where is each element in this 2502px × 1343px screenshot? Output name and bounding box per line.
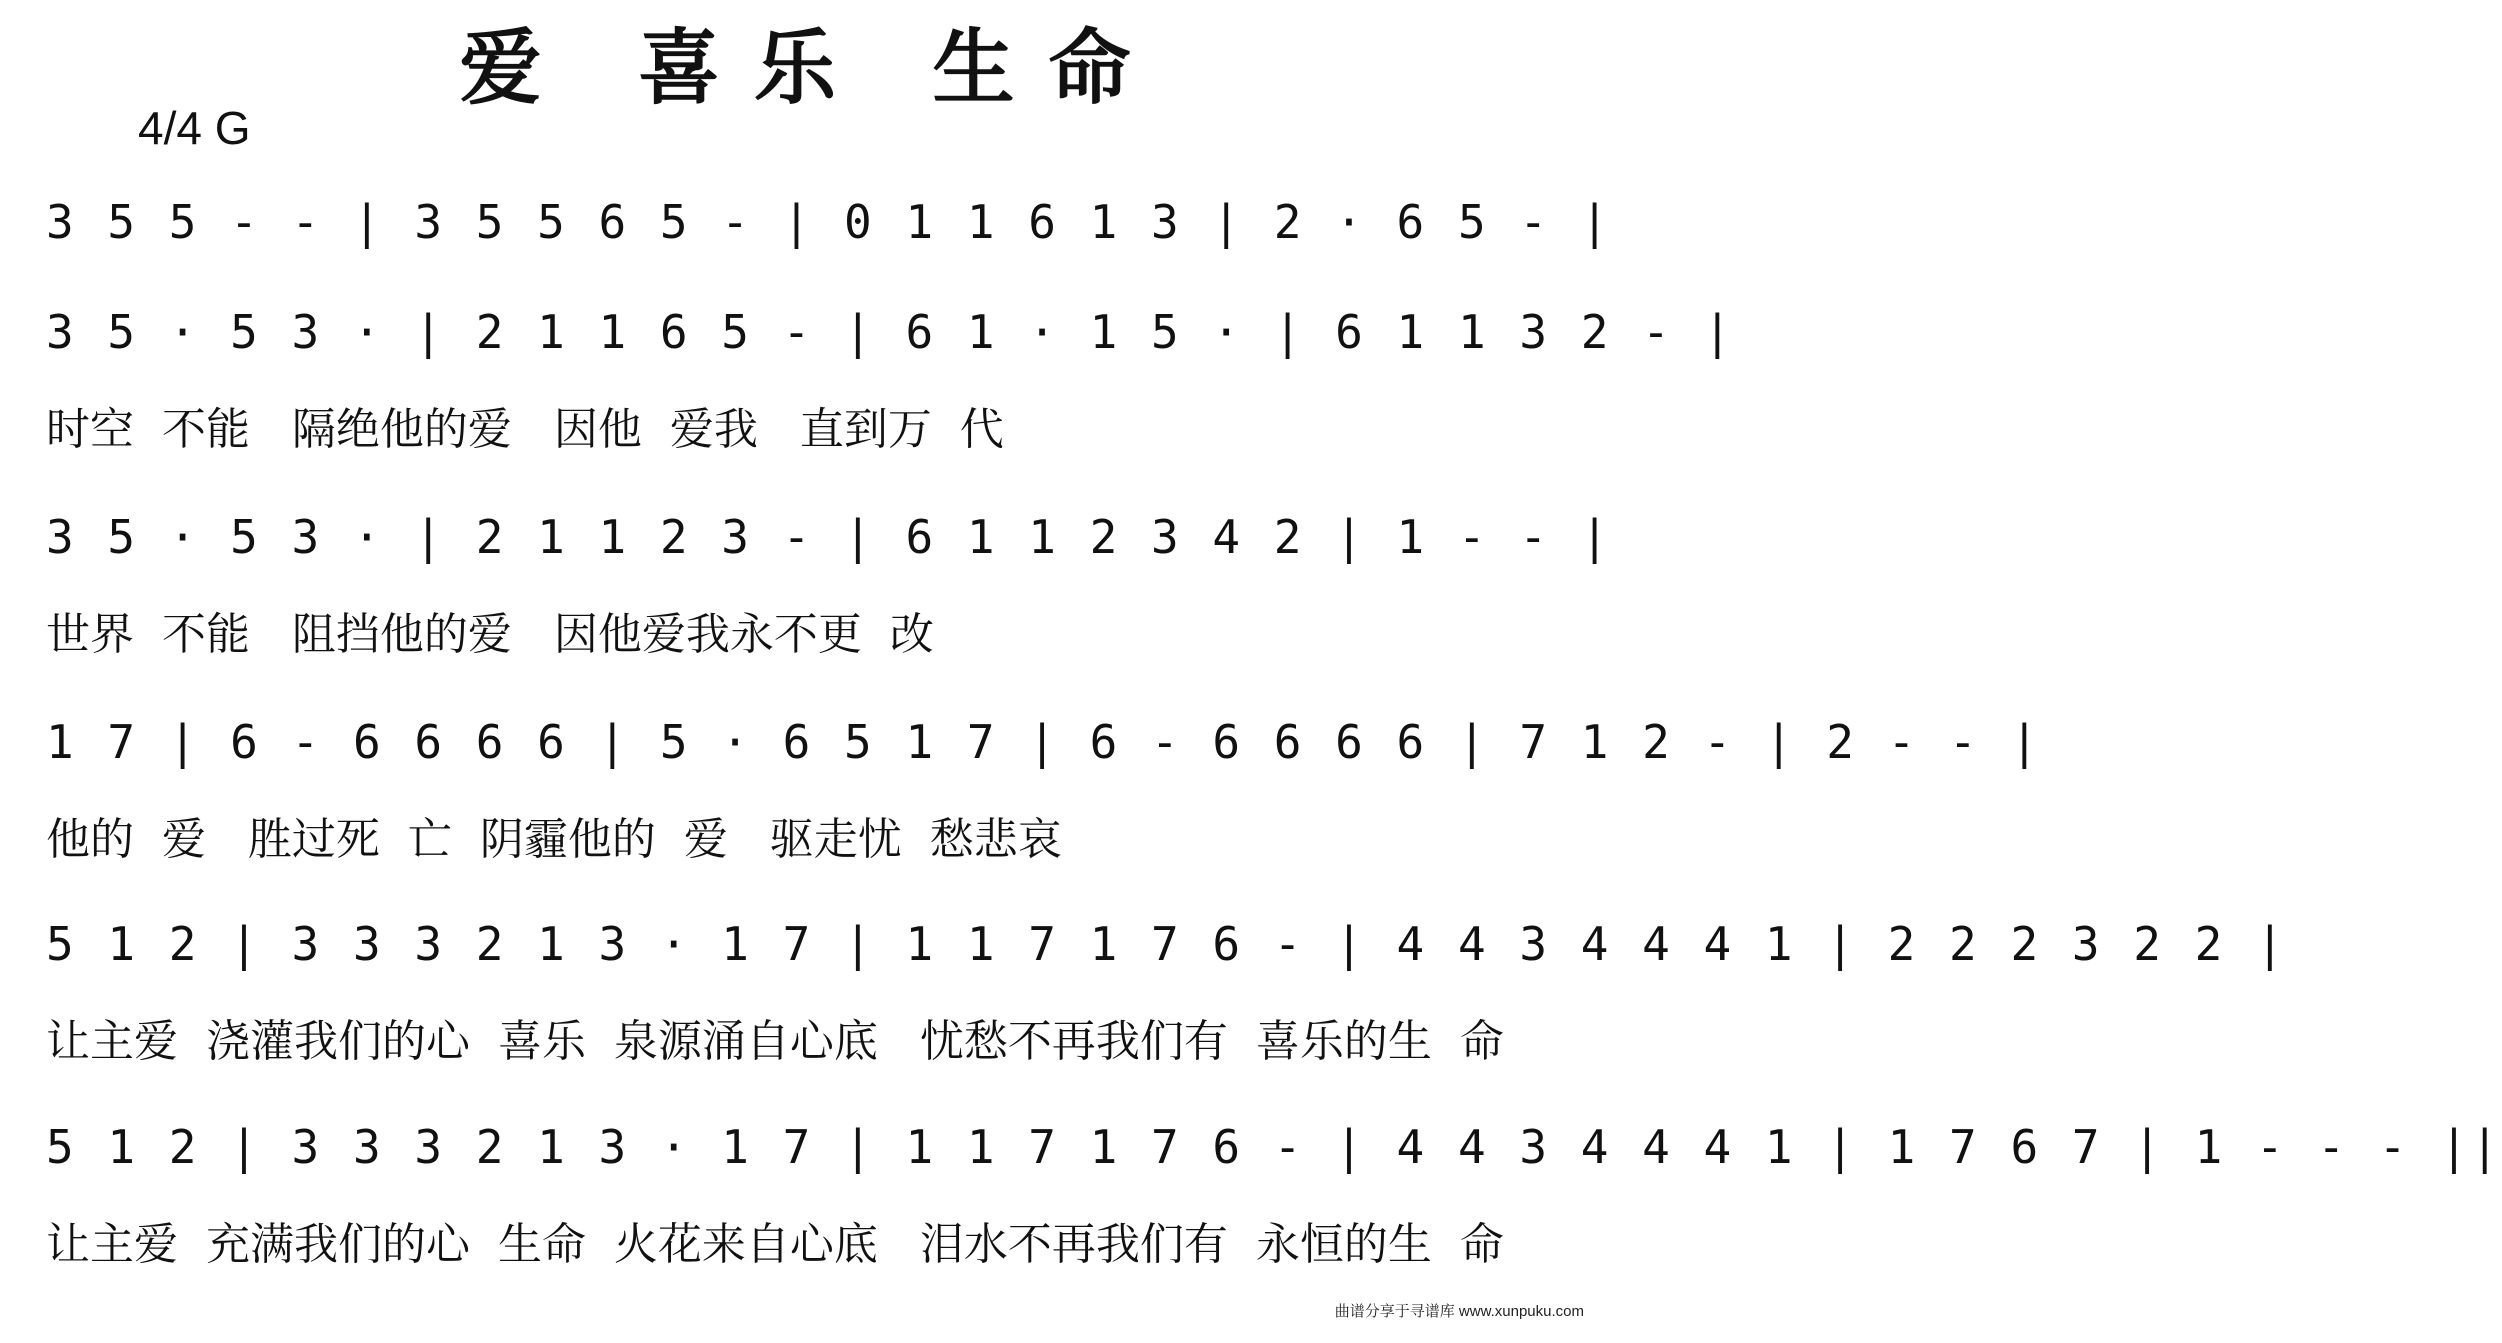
- source-watermark: 曲谱分享于寻谱库 www.xunpuku.com: [1334, 1303, 1584, 1320]
- notation-line: 3 5 · 5 3 · | 2 1 1 2 3 - | 6 1 1 2 3 4 2 | 1 - - |: [46, 510, 1612, 564]
- notation-line: 3 5 · 5 3 · | 2 1 1 6 5 - | 6 1 · 1 5 · | 6 1 1 3 2 - |: [46, 305, 1735, 359]
- lyrics-line: 世界 不能 阻挡他的爱 因他爱我永不更 改: [46, 609, 934, 660]
- lyrics-line: 让主爱 充满我们的心 生命 火花来自心底 泪水不再我们有 永恒的生 命: [46, 1219, 1504, 1270]
- lyrics-line: 时空 不能 隔绝他的爱 因他 爱我 直到万 代: [46, 404, 1004, 455]
- song-title: 爱 喜乐 生命: [459, 20, 1165, 116]
- notation-line: 5 1 2 | 3 3 3 2 1 3 · 1 7 | 1 1 7 1 7 6 - | 4 4 3 4 4 4 1 | 2 2 2 3 2 2 |: [46, 917, 2287, 971]
- notation-line: 3 5 5 - - | 3 5 5 6 5 - | 0 1 1 6 1 3 | 2 · 6 5 - |: [46, 195, 1612, 249]
- notation-line: 5 1 2 | 3 3 3 2 1 3 · 1 7 | 1 1 7 1 7 6 - | 4 4 3 4 4 4 1 | 1 7 6 7 | 1 - - - ||: [46, 1120, 2502, 1174]
- time-key-signature: 4/4 G: [138, 102, 251, 154]
- lyrics-line: 他的 爱 胜过死 亡 阴霾他的 爱 驱走忧 愁悲哀: [46, 814, 1062, 865]
- lyrics-line: 让主爱 浇灌我们的心 喜乐 泉源涌自心底 忧愁不再我们有 喜乐的生 命: [46, 1016, 1504, 1067]
- notation-line: 1 7 | 6 - 6 6 6 6 | 5 · 6 5 1 7 | 6 - 6 6 6 6 | 7 1 2 - | 2 - - |: [46, 715, 2042, 769]
